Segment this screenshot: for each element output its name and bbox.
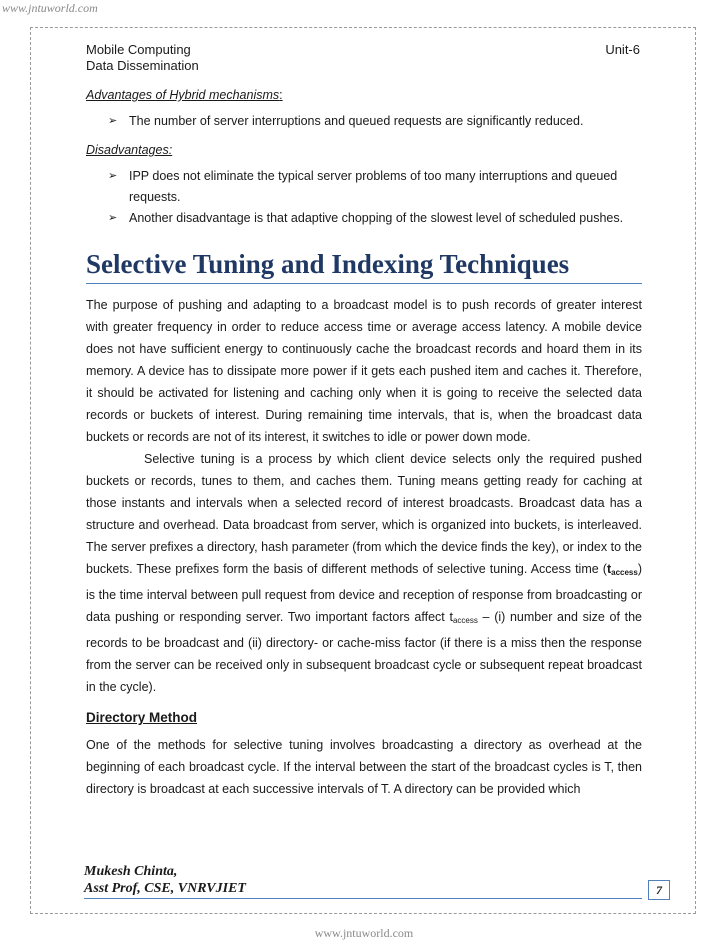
paragraph-directory-method: One of the methods for selective tuning involves broadcasting a directory as overhead at the beginning of each broadcast cycle. If the interval between the start of the broadcast cycles is T, then directory is broadcast at each successive intervals of T. A directory can be provided which (86, 738, 642, 796)
author-role: Asst Prof, CSE, VNRVJIET (84, 881, 246, 896)
list-item: ➢ The number of server interruptions and queued requests are significantly reduced. (86, 111, 642, 132)
author-footer (84, 863, 642, 899)
directory-method-heading: Directory Method (86, 710, 198, 725)
paragraph-selective-tuning: Selective tuning is a process by which client device selects only the required pushed buckets or records, tunes to them, and caches them. Tuning means getting ready for caching at those instants and intervals when a selected record of interest broadcasts. Broadcast data has a structure and overhead. Data broadcast from server, which is organized into buckets, is interleaved. The server prefixes a directory, hash parameter (from which the device finds the key), or index to the buckets. These prefixes form the basis of different methods of selective tuning. Access time $(t_{access})$ is the time interval between pull request from device and reception of response from broadcasting or data pushing or responding server. Two important factors affect $t_{access} - (i)$ number and size of the records to be broadcast and (ii) directory- or cache-miss factor (if there is a miss then the response from the server can be received only in subsequent broadcast cycle or subsequent repeat broadcast in the cycle). (86, 452, 643, 694)
list-item: ➢ IPP does not eliminate the typical server problems of too many interruptions and queued requests. (86, 166, 642, 208)
list-item: ➢ Another disadvantage is that adaptive chopping of the slowest level of scheduled pushes. (86, 208, 642, 229)
paragraph-purpose: The purpose of pushing and adapting to a broadcast model is to push records of greater interest with greater frequency in order to reduce access time or average access latency. A mobile device does not have sufficient energy to continuously cache the broadcast records and hoard them in its memory. A device has to dissipate more power if it gets each pushed item and caches it. Therefore, it should be activated for listening and caching only when it is going to receive the selected data records or buckets of interest. During remaining time intervals, that is, when the broadcast data buckets or records are not of its interest, it switches to idle or power down mode. (86, 298, 642, 444)
disadvantages-list (86, 166, 642, 229)
page-content (86, 42, 642, 800)
section-title: Selective Tuning and Indexing Techniques (86, 247, 642, 284)
course-title: Mobile Computing (86, 42, 191, 57)
arrow-bullet-icon: ➢ (108, 212, 118, 224)
watermark-top: www.jntuworld.com (2, 1, 98, 15)
topic-title: Data Dissemination (86, 58, 199, 73)
arrow-bullet-icon: ➢ (108, 115, 118, 127)
author-name: Mukesh Chinta, (84, 864, 178, 879)
advantages-heading: Advantages of Hybrid mechanisms: (86, 88, 283, 102)
unit-label: Unit-6 (605, 42, 640, 57)
running-header (86, 42, 642, 74)
advantages-list (86, 111, 642, 132)
disadvantages-heading: Disadvantages: (86, 143, 173, 157)
watermark-bottom: www.jntuworld.com (314, 926, 414, 940)
page-number: 7 (648, 880, 670, 900)
arrow-bullet-icon: ➢ (108, 170, 118, 182)
